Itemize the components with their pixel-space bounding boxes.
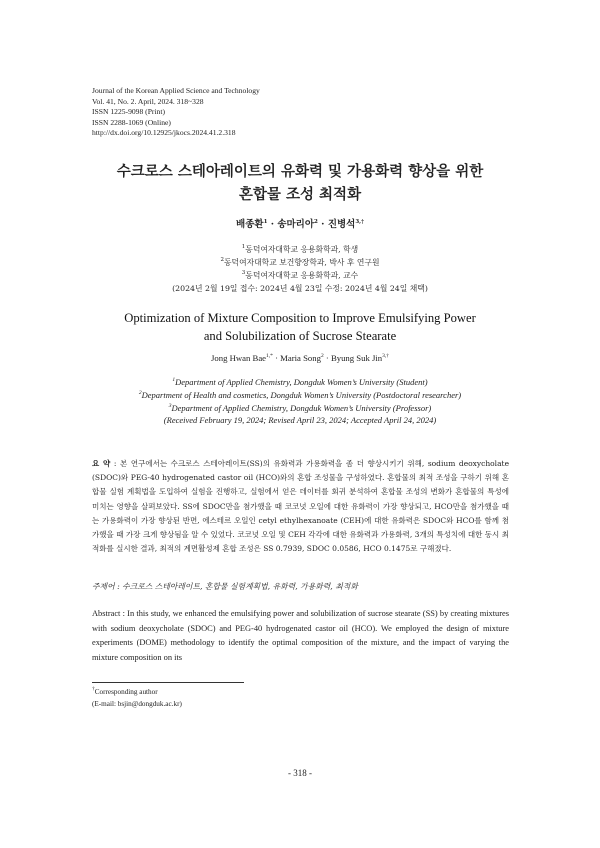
- author-name: 송마리아: [277, 219, 315, 230]
- abstract-korean-text: : 본 연구에서는 수크로스 스테아레이트(SS)의 유화력과 가용화력을 좀 더 향상시키기 위해, sodium deoxycholate (SDOC)와 PEG-40 hydrogenated castor oil (HCO)와의 혼합 조성물을 구성하였다. 혼합물의 최적 조성을 구하기 위해 혼합물 실험 계획법을 도입하여 실험을 진행하고, 실험에서 얻은 데이터를 회귀 분석하여 혼합물 조성의 변화가 혼합물의 특성에 미치는 영향을 살펴보았다. SS에 SDOC만을 첨가했을 때 코코넛 오일에 대한 유화력이 가장 향상되고, HCO만을 첨가했을 때는 가용화력이 가장 향상된 반면, 에스테르 오일인 cetyl ethylhexanoate (CEH)에 대한 유화력은 SDOC와 HCO를 함께 첨가했을 때 가장 크게 향상됨을 알 수 있었다. 코코넛 오일 및 CEH 각각에 대한 유화력과 가용화력, 3개의 특성치에 대한 동시 최적화를 실시한 결과, 최적의 계면활성제 혼합 조성은 SS 0.7939, SDOC 0.0586, HCO 0.1475로 구해졌다.: [92, 459, 510, 554]
- footnote-divider: [92, 682, 244, 683]
- dagger-mark: †: [92, 686, 95, 692]
- affiliation-line: [0, 389, 600, 402]
- author-separator: ·: [267, 219, 278, 230]
- author-affil-mark: 1: [263, 219, 268, 225]
- affil-text: 동덕여자대학교 응용화학과, 학생: [245, 245, 359, 254]
- author-name: 진병석: [327, 219, 356, 230]
- author-affil-mark: 1,*: [266, 353, 273, 359]
- authors-english: [0, 353, 600, 363]
- author-name: Jong Hwan Bae: [211, 353, 267, 363]
- journal-doi[interactable]: http://dx.doi.org/10.12925/jkocs.2024.41.2.318: [92, 128, 236, 138]
- title-english-line1: Optimization of Mixture Composition to Improve Emulsifying Power: [124, 311, 476, 325]
- corresponding-author-label: Corresponding author: [94, 688, 158, 696]
- page-number: - 318 -: [288, 768, 312, 778]
- affil-mark: 2: [220, 257, 224, 263]
- affil-mark: 1: [172, 377, 176, 383]
- author-separator: ·: [317, 219, 328, 230]
- authors-korean: [0, 216, 600, 230]
- abstract-english-text: : In this study, we enhanced the emulsifying power and solubilization of sucrose stearate (SS) by creating mixtures with sodium deoxycholate (SDOC) and PEG-40 hydrogenated castor oil (HCO). We employed the design of mixture experiments (DOME) methodology to identify the optimal composition of the mixture, and the impact of varying the mixture composition on its: [92, 609, 509, 662]
- journal-name: Journal of the Korean Applied Science and Technology: [92, 86, 260, 95]
- title-korean: [0, 160, 600, 206]
- corresponding-email: (E-mail: bsjin@dongduk.ac.kr): [92, 700, 182, 708]
- affil-text: Department of Health and cosmetics, Dongduk Women’s University (Postdoctoral researcher): [141, 389, 462, 400]
- affiliation-line: [0, 402, 600, 415]
- journal-issn-online: ISSN 2288-1069 (Online): [92, 117, 171, 127]
- title-english-line2: and Solubilization of Sucrose Stearate: [203, 329, 397, 343]
- author-affil-mark: 2: [320, 353, 324, 359]
- affiliation-line: [0, 243, 600, 256]
- affiliation-line: [0, 269, 600, 282]
- author-affil-mark: 3,†: [382, 353, 389, 359]
- affil-mark: 1: [241, 244, 246, 250]
- affil-mark: 3: [168, 402, 172, 409]
- title-korean-line1: 수크로스 스테아레이트의 유화력 및 가용화력 향상을 위한: [116, 163, 484, 180]
- affil-mark: 2: [138, 389, 142, 396]
- author-separator: ·: [272, 353, 281, 363]
- abstract-korean: [92, 457, 509, 556]
- abstract-korean-label: 요 약: [92, 459, 111, 468]
- affil-text: Department of Applied Chemistry, Dongduk Women’s University (Professor): [171, 402, 432, 413]
- affiliation-line: [0, 256, 600, 269]
- author-affil-mark: 2: [314, 219, 318, 225]
- dates-korean: (2024년 2월 19일 접수: 2024년 4월 23일 수정: 2024년 4월 24일 채택): [172, 284, 428, 293]
- footnote: [92, 686, 182, 710]
- affiliations-english: [0, 376, 600, 427]
- affiliation-line: [0, 376, 600, 389]
- affil-text: 동덕여자대학교 응용화학과, 교수: [245, 271, 359, 280]
- author-name: 배종환: [236, 219, 264, 230]
- author-name: Maria Song: [280, 353, 321, 363]
- affil-text: 동덕여자대학교 보건향장학과, 박사 후 연구원: [224, 258, 380, 267]
- title-english: [0, 309, 600, 345]
- affil-text: Department of Applied Chemistry, Dongduk Women’s University (Student): [175, 377, 428, 387]
- journal-issn-print: ISSN 1225-9098 (Print): [92, 107, 165, 117]
- journal-header: [92, 86, 260, 139]
- dates-english: (Received February 19, 2024; Revised April 23, 2024; Accepted April 24, 2024): [163, 415, 437, 426]
- keywords-korean: 주제어 : 수크로스 스테아레이트, 혼합물 실험계획법, 유화력, 가용화력, 최적화: [92, 582, 358, 591]
- title-korean-line2: 혼합물 조성 최적화: [238, 186, 362, 203]
- author-separator: ·: [323, 353, 331, 363]
- author-affil-mark: 3,†: [355, 219, 364, 225]
- affil-mark: 3: [241, 270, 246, 276]
- journal-volume: Vol. 41, No. 2. April, 2024. 318~328: [92, 96, 204, 106]
- affiliations-korean: [0, 243, 600, 295]
- abstract-english: [92, 607, 509, 665]
- abstract-english-label: Abstract: [92, 609, 121, 618]
- author-name: Byung Suk Jin: [330, 353, 383, 363]
